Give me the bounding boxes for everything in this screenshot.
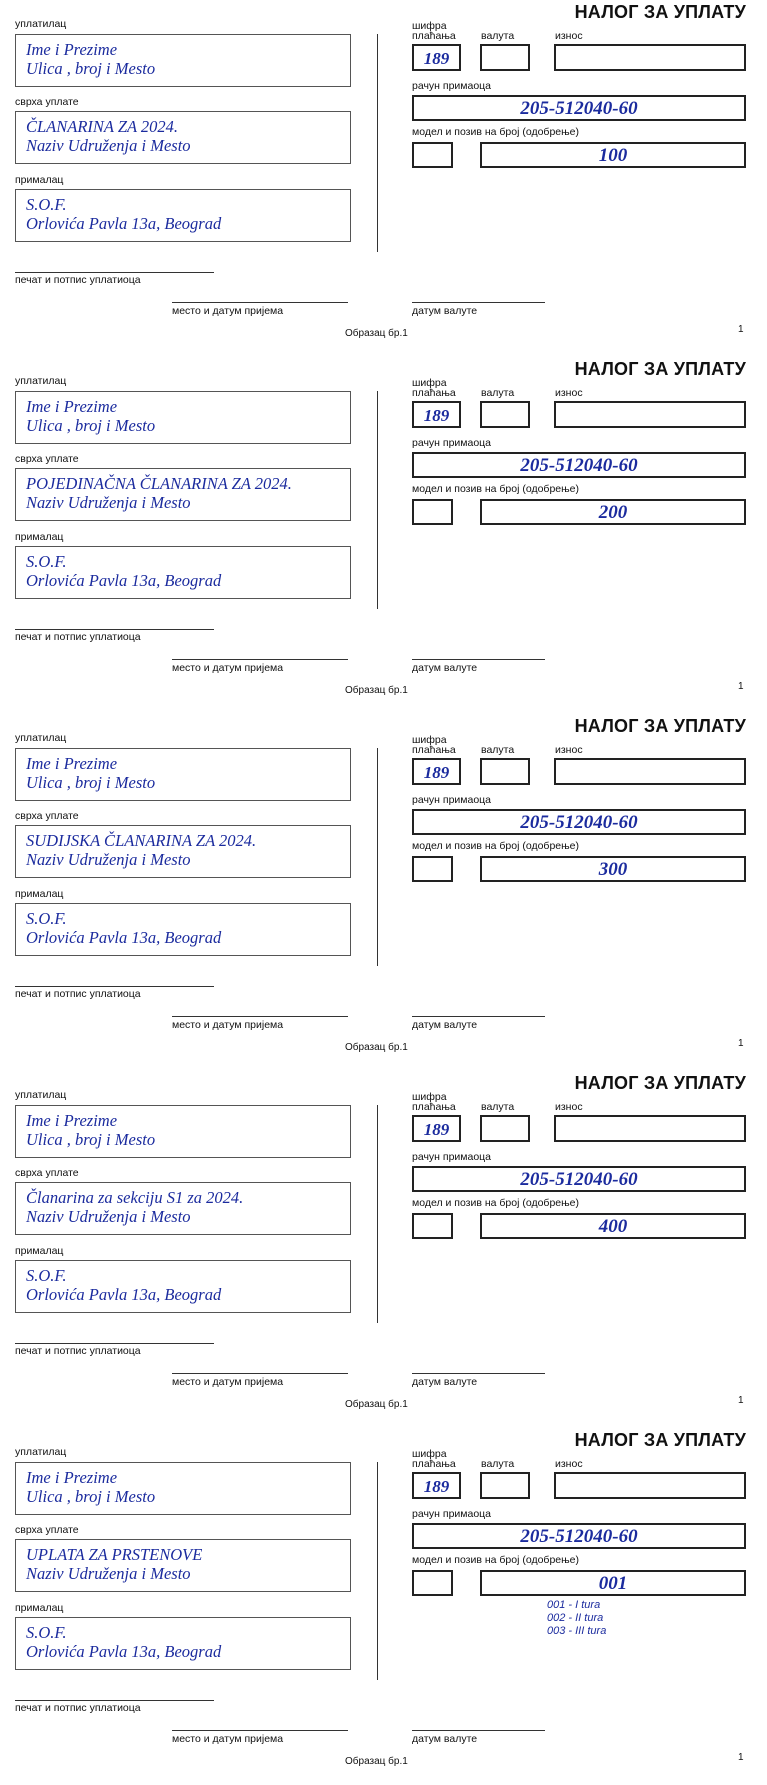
payment-code-field[interactable] bbox=[412, 1115, 461, 1142]
form-title: НАЛОГ ЗА УПЛАТУ bbox=[574, 2, 746, 22]
payment-order-form bbox=[0, 1071, 767, 1428]
model-reference-label: модел и позив на број (одобрење) bbox=[412, 1197, 579, 1209]
payer-label: уплатилац bbox=[15, 1446, 67, 1458]
payment-code-label-line2: плаћања bbox=[412, 1101, 456, 1113]
place-date-line bbox=[172, 1016, 348, 1017]
column-divider bbox=[377, 748, 378, 966]
recipient-field[interactable] bbox=[15, 189, 351, 242]
place-date-label: место и датум пријема bbox=[172, 1376, 284, 1388]
payment-code-label-line2: плаћања bbox=[412, 744, 456, 756]
signature-line bbox=[15, 1343, 214, 1344]
purpose-label: сврха уплате bbox=[15, 96, 79, 108]
column-divider bbox=[377, 1105, 378, 1323]
payer-label: уплатилац bbox=[15, 18, 67, 30]
place-date-line bbox=[172, 659, 348, 660]
model-field[interactable] bbox=[412, 1570, 453, 1596]
purpose-text: ČLANARINA ZA 2024. bbox=[26, 117, 179, 136]
recipient-address: Orlovića Pavla 13a, Beograd bbox=[26, 571, 222, 590]
recipient-account-label: рачун примаоца bbox=[412, 437, 492, 449]
purpose-association: Naziv Udruženja i Mesto bbox=[26, 1564, 191, 1583]
seal-signature-label: печат и потпис уплатиоца bbox=[15, 274, 141, 286]
reference-number-field[interactable] bbox=[480, 856, 746, 882]
form-title: НАЛОГ ЗА УПЛАТУ bbox=[574, 1073, 746, 1093]
reference-notes bbox=[547, 1599, 606, 1638]
purpose-label: сврха уплате bbox=[15, 1524, 79, 1536]
page-number: 1 bbox=[738, 681, 744, 692]
value-date-label: датум валуте bbox=[412, 662, 478, 674]
form-number: Образац бр.1 bbox=[345, 685, 408, 696]
reference-note-line: 003 - III tura bbox=[547, 1625, 607, 1637]
recipient-field[interactable] bbox=[15, 1260, 351, 1313]
value-date-line bbox=[412, 1016, 545, 1017]
value-date-label: датум валуте bbox=[412, 1376, 478, 1388]
page-number: 1 bbox=[738, 324, 744, 335]
currency-label: валута bbox=[481, 1458, 515, 1470]
currency-label: валута bbox=[481, 1101, 515, 1113]
payment-order-form bbox=[0, 714, 767, 1071]
model-reference-label: модел и позив на број (одобрење) bbox=[412, 483, 579, 495]
payer-field[interactable] bbox=[15, 1462, 351, 1515]
reference-number-field[interactable] bbox=[480, 142, 746, 168]
purpose-text: SUDIJSKA ČLANARINA ZA 2024. bbox=[26, 831, 257, 850]
currency-field[interactable] bbox=[480, 401, 530, 428]
currency-label: валута bbox=[481, 30, 515, 42]
page-number: 1 bbox=[738, 1395, 744, 1406]
payment-code-label-line2: плаћања bbox=[412, 30, 456, 42]
amount-label: износ bbox=[555, 1101, 583, 1113]
payment-order-form bbox=[0, 357, 767, 714]
reference-number-value: 100 bbox=[598, 145, 628, 166]
payment-code-label-line2: плаћања bbox=[412, 387, 456, 399]
amount-label: износ bbox=[555, 744, 583, 756]
currency-label: валута bbox=[481, 744, 515, 756]
purpose-association: Naziv Udruženja i Mesto bbox=[26, 850, 191, 869]
purpose-association: Naziv Udruženja i Mesto bbox=[26, 493, 191, 512]
payment-code-label-line1: шифра bbox=[412, 1091, 447, 1103]
recipient-address: Orlovića Pavla 13a, Beograd bbox=[26, 928, 222, 947]
recipient-field[interactable] bbox=[15, 546, 351, 599]
reference-number-field[interactable] bbox=[480, 1570, 746, 1596]
form-number: Образац бр.1 bbox=[345, 328, 408, 339]
payer-field[interactable] bbox=[15, 1105, 351, 1158]
seal-signature-label: печат и потпис уплатиоца bbox=[15, 1345, 141, 1357]
signature-line bbox=[15, 986, 214, 987]
payment-code-label-line1: шифра bbox=[412, 20, 447, 32]
payment-code-value: 189 bbox=[423, 1120, 450, 1139]
amount-label: износ bbox=[555, 30, 583, 42]
amount-field[interactable] bbox=[554, 758, 746, 785]
recipient-field[interactable] bbox=[15, 1617, 351, 1670]
recipient-label: прималац bbox=[15, 888, 64, 900]
recipient-account-field[interactable] bbox=[412, 809, 746, 835]
model-field[interactable] bbox=[412, 1213, 453, 1239]
purpose-label: сврха уплате bbox=[15, 1167, 79, 1179]
model-field[interactable] bbox=[412, 856, 453, 882]
page-number: 1 bbox=[738, 1752, 744, 1763]
form-number: Образац бр.1 bbox=[345, 1042, 408, 1053]
payment-code-value: 189 bbox=[423, 1477, 450, 1496]
payer-address: Ulica , broj i Mesto bbox=[26, 1130, 156, 1149]
recipient-label: прималац bbox=[15, 174, 64, 186]
column-divider bbox=[377, 1462, 378, 1680]
recipient-account-value: 205-512040-60 bbox=[520, 1526, 638, 1547]
purpose-association: Naziv Udruženja i Mesto bbox=[26, 136, 191, 155]
recipient-account-value: 205-512040-60 bbox=[520, 98, 638, 119]
payment-order-form bbox=[0, 1428, 767, 1785]
model-field[interactable] bbox=[412, 499, 453, 525]
place-date-line bbox=[172, 1373, 348, 1374]
payer-address: Ulica , broj i Mesto bbox=[26, 1487, 156, 1506]
currency-field[interactable] bbox=[480, 758, 530, 785]
value-date-line bbox=[412, 1730, 545, 1731]
payer-name: Ime i Prezime bbox=[26, 40, 118, 59]
payment-code-label-line2: плаћања bbox=[412, 1458, 456, 1470]
amount-field[interactable] bbox=[554, 44, 746, 71]
payment-code-field[interactable] bbox=[412, 758, 461, 785]
purpose-field[interactable] bbox=[15, 111, 351, 164]
payer-name: Ime i Prezime bbox=[26, 754, 118, 773]
payment-order-form bbox=[0, 0, 767, 357]
purpose-field[interactable] bbox=[15, 468, 351, 521]
payment-code-field[interactable] bbox=[412, 401, 461, 428]
currency-field[interactable] bbox=[480, 1115, 530, 1142]
payment-code-label-line1: шифра bbox=[412, 734, 447, 746]
model-reference-label: модел и позив на број (одобрење) bbox=[412, 840, 579, 852]
recipient-account-value: 205-512040-60 bbox=[520, 812, 638, 833]
reference-number-value: 200 bbox=[598, 502, 628, 523]
purpose-field[interactable] bbox=[15, 1539, 351, 1592]
model-field[interactable] bbox=[412, 142, 453, 168]
recipient-name: S.O.F. bbox=[26, 195, 67, 214]
recipient-name: S.O.F. bbox=[26, 552, 67, 571]
recipient-label: прималац bbox=[15, 1245, 64, 1257]
form-title: НАЛОГ ЗА УПЛАТУ bbox=[574, 1430, 746, 1450]
payer-label: уплатилац bbox=[15, 1089, 67, 1101]
payer-field[interactable] bbox=[15, 748, 351, 801]
payer-name: Ime i Prezime bbox=[26, 397, 118, 416]
purpose-field[interactable] bbox=[15, 825, 351, 878]
amount-label: износ bbox=[555, 1458, 583, 1470]
value-date-line bbox=[412, 1373, 545, 1374]
reference-number-field[interactable] bbox=[480, 1213, 746, 1239]
recipient-label: прималац bbox=[15, 1602, 64, 1614]
form-number: Образац бр.1 bbox=[345, 1756, 408, 1767]
payer-address: Ulica , broj i Mesto bbox=[26, 416, 156, 435]
payer-address: Ulica , broj i Mesto bbox=[26, 773, 156, 792]
amount-field[interactable] bbox=[554, 1472, 746, 1499]
recipient-name: S.O.F. bbox=[26, 909, 67, 928]
amount-field[interactable] bbox=[554, 1115, 746, 1142]
purpose-field[interactable] bbox=[15, 1182, 351, 1235]
payer-label: уплатилац bbox=[15, 732, 67, 744]
purpose-text: POJEDINAČNA ČLANARINA ZA 2024. bbox=[26, 474, 292, 493]
recipient-account-field[interactable] bbox=[412, 95, 746, 121]
reference-number-value: 001 bbox=[598, 1573, 628, 1594]
reference-number-value: 400 bbox=[598, 1216, 628, 1237]
model-reference-label: модел и позив на број (одобрење) bbox=[412, 1554, 579, 1566]
payer-name: Ime i Prezime bbox=[26, 1468, 118, 1487]
seal-signature-label: печат и потпис уплатиоца bbox=[15, 988, 141, 1000]
page-number: 1 bbox=[738, 1038, 744, 1049]
seal-signature-label: печат и потпис уплатиоца bbox=[15, 631, 141, 643]
recipient-address: Orlovića Pavla 13a, Beograd bbox=[26, 214, 222, 233]
recipient-account-label: рачун примаоца bbox=[412, 80, 492, 92]
place-date-label: место и датум пријема bbox=[172, 662, 284, 674]
recipient-account-value: 205-512040-60 bbox=[520, 1169, 638, 1190]
payment-code-field[interactable] bbox=[412, 1472, 461, 1499]
recipient-field[interactable] bbox=[15, 903, 351, 956]
amount-field[interactable] bbox=[554, 401, 746, 428]
form-title: НАЛОГ ЗА УПЛАТУ bbox=[574, 716, 746, 736]
recipient-account-label: рачун примаоца bbox=[412, 794, 492, 806]
purpose-association: Naziv Udruženja i Mesto bbox=[26, 1207, 191, 1226]
recipient-account-field[interactable] bbox=[412, 1166, 746, 1192]
payer-address: Ulica , broj i Mesto bbox=[26, 59, 156, 78]
recipient-account-field[interactable] bbox=[412, 1523, 746, 1549]
column-divider bbox=[377, 34, 378, 252]
currency-field[interactable] bbox=[480, 1472, 530, 1499]
place-date-label: место и датум пријема bbox=[172, 1733, 284, 1745]
currency-label: валута bbox=[481, 387, 515, 399]
payment-code-value: 189 bbox=[423, 49, 450, 68]
payment-code-label-line1: шифра bbox=[412, 1448, 447, 1460]
payment-code-label-line1: шифра bbox=[412, 377, 447, 389]
model-reference-label: модел и позив на број (одобрење) bbox=[412, 126, 579, 138]
place-date-line bbox=[172, 302, 348, 303]
reference-note-line: 001 - I tura bbox=[547, 1599, 601, 1611]
form-number: Образац бр.1 bbox=[345, 1399, 408, 1410]
seal-signature-label: печат и потпис уплатиоца bbox=[15, 1702, 141, 1714]
value-date-line bbox=[412, 659, 545, 660]
place-date-label: место и датум пријема bbox=[172, 305, 284, 317]
column-divider bbox=[377, 391, 378, 609]
payment-code-field[interactable] bbox=[412, 44, 461, 71]
recipient-account-label: рачун примаоца bbox=[412, 1151, 492, 1163]
payer-name: Ime i Prezime bbox=[26, 1111, 118, 1130]
reference-number-field[interactable] bbox=[480, 499, 746, 525]
signature-line bbox=[15, 1700, 214, 1701]
form-title: НАЛОГ ЗА УПЛАТУ bbox=[574, 359, 746, 379]
recipient-address: Orlovića Pavla 13a, Beograd bbox=[26, 1642, 222, 1661]
value-date-label: датум валуте bbox=[412, 1733, 478, 1745]
payer-label: уплатилац bbox=[15, 375, 67, 387]
recipient-account-value: 205-512040-60 bbox=[520, 455, 638, 476]
recipient-account-label: рачун примаоца bbox=[412, 1508, 492, 1520]
recipient-name: S.O.F. bbox=[26, 1623, 67, 1642]
place-date-label: место и датум пријема bbox=[172, 1019, 284, 1031]
signature-line bbox=[15, 272, 214, 273]
amount-label: износ bbox=[555, 387, 583, 399]
currency-field[interactable] bbox=[480, 44, 530, 71]
value-date-label: датум валуте bbox=[412, 305, 478, 317]
recipient-account-field[interactable] bbox=[412, 452, 746, 478]
recipient-address: Orlovića Pavla 13a, Beograd bbox=[26, 1285, 222, 1304]
payment-code-value: 189 bbox=[423, 763, 450, 782]
payer-field[interactable] bbox=[15, 391, 351, 444]
value-date-label: датум валуте bbox=[412, 1019, 478, 1031]
reference-note-line: 002 - II tura bbox=[547, 1612, 604, 1624]
purpose-label: сврха уплате bbox=[15, 453, 79, 465]
purpose-label: сврха уплате bbox=[15, 810, 79, 822]
value-date-line bbox=[412, 302, 545, 303]
purpose-text: UPLATA ZA PRSTENOVE bbox=[26, 1545, 203, 1564]
payment-code-value: 189 bbox=[423, 406, 450, 425]
purpose-text: Članarina za sekciju S1 za 2024. bbox=[26, 1188, 244, 1207]
recipient-label: прималац bbox=[15, 531, 64, 543]
place-date-line bbox=[172, 1730, 348, 1731]
recipient-name: S.O.F. bbox=[26, 1266, 67, 1285]
signature-line bbox=[15, 629, 214, 630]
payer-field[interactable] bbox=[15, 34, 351, 87]
reference-number-value: 300 bbox=[598, 859, 628, 880]
